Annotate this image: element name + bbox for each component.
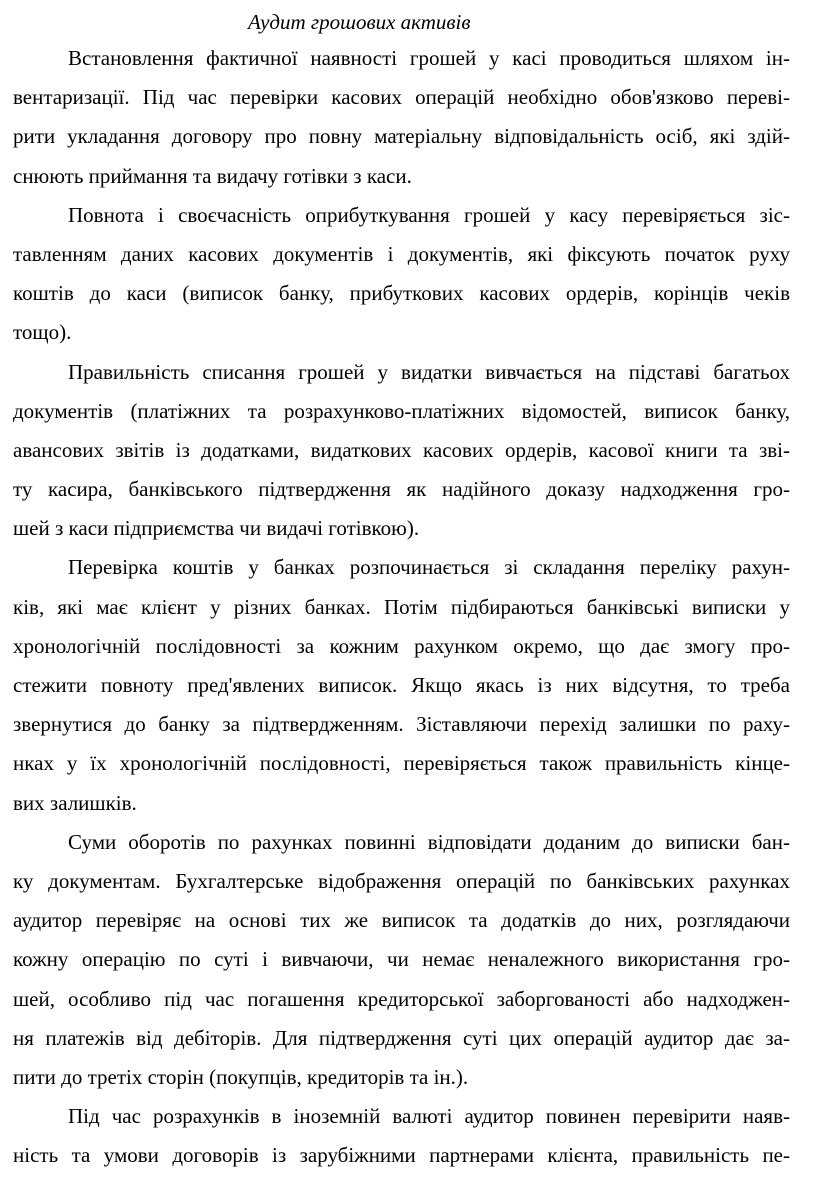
text-line: аудитор перевіряє на основі тих же виписок та додатків до них, розглядаючи — [13, 908, 790, 933]
text-line: звернутися до банку за підтвердженням. Зіставляючи перехід залишки по раху- — [13, 712, 790, 737]
text-line: вентаризації. Під час перевірки касових операцій необхідно обов'язково переві- — [13, 85, 790, 110]
paragraph-foreign-currency — [13, 1097, 790, 1175]
text-line: Під час розрахунків в іноземній валюті аудитор повинен перевірити наяв- — [68, 1104, 790, 1129]
text-line: документів (платіжних та розрахунково-платіжних відомостей, виписок банку, — [13, 398, 790, 423]
text-line: ту касира, банківського підтвердження як надійного доказу надходження гро- — [13, 477, 790, 502]
text-line: ку документам. Бухгалтерське відображення операцій по банківських рахунках — [13, 868, 790, 893]
text-line: авансових звітів із додатками, видаткових касових ордерів, касової книги та зві- — [13, 437, 790, 462]
text-line: тощо). — [13, 320, 72, 345]
text-line: снюють приймання та видачу готівки з каси. — [13, 163, 412, 188]
text-line: нках у їх хронологічній послідовності, перевіряється також правильність кінце- — [13, 751, 790, 776]
text-line: Перевірка коштів у банках розпочинається зі складання переліку рахун- — [68, 555, 790, 580]
text-line: Правильність списання грошей у видатки вивчається на підставі багатьох — [68, 359, 790, 384]
text-line: кожну операцію по суті і вивчаючи, чи немає неналежного використання гро- — [13, 947, 790, 972]
text-line: ня платежів від дебіторів. Для підтвердження суті цих операцій аудитор дає за- — [13, 1025, 790, 1050]
text-line: пити до третіх сторін (покупців, кредиторів та ін.). — [13, 1064, 469, 1089]
text-line: хронологічній послідовності за кожним рахунком окремо, що дає змогу про- — [13, 633, 790, 658]
text-line: рити укладання договору про повну матеріальну відповідальність осіб, які здій- — [13, 124, 790, 149]
text-line: стежити повноту пред'явлених виписок. Якщо якась із них відсутня, то треба — [13, 673, 790, 697]
paragraph-cash-receipt — [13, 196, 790, 353]
text-line: коштів до каси (виписок банку, прибуткових касових ордерів, корінців чеків — [13, 281, 790, 306]
document-title: Аудит грошових активів — [248, 10, 471, 34]
paragraph-cash-expenditure — [13, 353, 790, 549]
text-line: ків, які має клієнт у різних банках. Потім підбираються банківські виписки у — [13, 594, 790, 619]
paragraph-cash-inventory — [13, 39, 790, 196]
text-line: ність та умови договорів із зарубіжними партнерами клієнта, правильність пе- — [13, 1143, 790, 1168]
paragraph-bank-accounts — [13, 548, 790, 822]
text-line: шей, особливо під час погашення кредиторської заборгованості або надходжен- — [13, 986, 790, 1011]
paragraph-account-turnover — [13, 823, 790, 1097]
text-line: Встановлення фактичної наявності грошей у касі проводиться шляхом ін- — [68, 46, 790, 70]
text-line: Суми оборотів по рахунках повинні відповідати доданим до виписки бан- — [68, 829, 790, 854]
document-page — [13, 0, 790, 1175]
text-line: вих залишків. — [13, 790, 137, 815]
text-line: тавленням даних касових документів і документів, які фіксують початок руху — [13, 241, 790, 266]
text-line: Повнота і своєчасність оприбуткування грошей у касу перевіряється зіс- — [68, 202, 790, 227]
text-line: шей з каси підприємства чи видачі готівкою). — [13, 516, 420, 541]
